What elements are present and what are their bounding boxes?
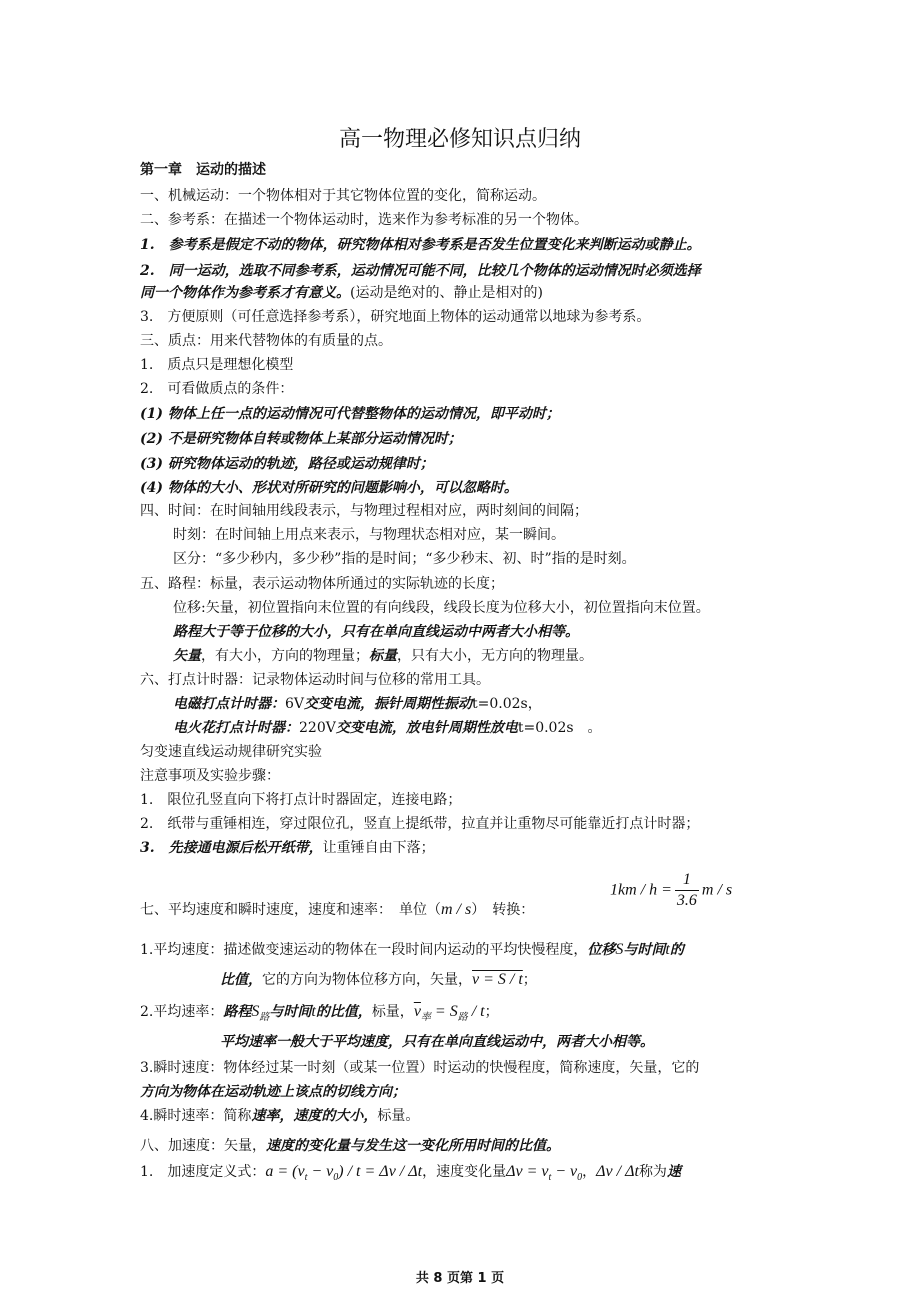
average-speed-note: 平均速率一般大于平均速度，只有在单向直线运动中，两者大小相等。: [220, 1034, 654, 1050]
average-velocity-formula: v = S / t: [472, 971, 523, 988]
chapter-heading: 第一章 运动的描述: [140, 162, 266, 178]
reference-point-2: 2. 同一运动，选取不同参考系，运动情况可能不同，比较几个物体的运动情况时必须选择: [140, 263, 701, 279]
average-speed-label: 2.平均速率：: [140, 1004, 224, 1020]
average-velocity-desc: 1.平均速度：描述做变速运动的物体在一段时间内运动的平均快慢程度，: [140, 942, 588, 958]
spark-label: 电火花打点计时器：: [173, 720, 299, 736]
displacement-term: 位移: [587, 942, 616, 958]
spark-timer: [173, 718, 823, 738]
average-velocity-cont: [220, 970, 870, 990]
electromagnetic-voltage: 6V: [285, 696, 305, 712]
fraction-numerator: 1: [675, 870, 699, 891]
reference-point-2-note: (运动是绝对的、静止是相对的): [350, 285, 543, 301]
electromagnetic-label: 电磁打点计时器：: [173, 696, 285, 712]
acc-a: a = (v: [265, 1163, 305, 1180]
spark-period: t=0.02s 。: [517, 720, 602, 736]
path-term: 路程: [223, 1004, 252, 1020]
section-particle: 三、质点：用来代替物体的有质量的点。: [140, 333, 392, 349]
formula-end-2: ；: [484, 1004, 499, 1020]
conversion-formula: [610, 870, 790, 911]
average-speed-formula: [413, 1003, 485, 1024]
section-acceleration: [140, 1136, 790, 1156]
vector-scalar: [173, 646, 823, 666]
electromagnetic-desc: 交变电流，振针周期性振动: [304, 696, 473, 712]
distance-vs-displacement: 路程大于等于位移的大小，只有在单向直线运动中两者大小相等。: [173, 624, 579, 640]
dv-vt-sub: t: [548, 1172, 552, 1184]
particle-condition-3: (3) 研究物体运动的轨迹，路径或运动规律时；: [140, 456, 434, 472]
average-speed: [140, 1002, 790, 1028]
symbol-s-path-letter: S: [251, 1003, 260, 1020]
ratio-term: 比值，: [220, 972, 262, 988]
scalar-term: 标量: [369, 648, 397, 664]
experiment-step-3-rest: 让重锤自由下落；: [322, 840, 435, 856]
velocity-change-label: ，速度变化量: [422, 1164, 507, 1180]
acceleration-definition: 速度的变化量与发生这一变化所用时间的比值。: [266, 1138, 560, 1154]
particle-condition-2: (2) 不是研究物体自转或物体上某部分运动情况时；: [140, 431, 462, 447]
page-footer: 共 8 页第 1 页: [415, 1271, 505, 1286]
instant-speed-label: 4.瞬时速率：简称: [140, 1108, 252, 1124]
section-distance: 五、路程：标量，表示运动物体所通过的实际轨迹的长度；: [140, 576, 504, 592]
time-distinction: 区分：“多少秒内，多少秒”指的是时间；“多少秒末、初、时”指的是时刻。: [173, 551, 636, 567]
experiment-title: 匀变速直线运动规律研究实验: [140, 744, 322, 760]
acceleration-formula: [265, 1163, 423, 1184]
rate-symbol: Δv / Δt: [596, 1163, 639, 1180]
acceleration-heading: 八、加速度：矢量，: [140, 1138, 266, 1154]
symbol-t-2: t: [311, 1003, 316, 1020]
v-bar-sub: 率: [420, 1012, 431, 1024]
section-timer: 六、打点计时器：记录物体运动时间与位移的常用工具。: [140, 672, 490, 688]
symbol-s-path: [251, 1003, 270, 1024]
spark-desc: 交变电流，放电针周期性放电: [335, 720, 518, 736]
conversion-fraction: [675, 870, 699, 911]
displacement-definition: 位移:矢量，初位置指向末位置的有向线段，线段长度为位移大小，初位置指向末位置。: [173, 600, 710, 616]
section-time: 四、时间：在时间轴用线段表示，与物理过程相对应，两时刻间的间隔；: [140, 503, 588, 519]
reference-point-1: 1. 参考系是假定不动的物体，研究物体相对参考系是否发生位置变化来判断运动或静止。: [140, 237, 701, 253]
average-velocity: [140, 940, 790, 960]
particle-point-1: 1. 质点只是理想化模型: [140, 357, 294, 373]
over-t: / t: [471, 1003, 485, 1020]
unit-formula: m / s: [441, 901, 472, 918]
formula-end: ；: [522, 972, 537, 988]
particle-condition-4: (4) 物体的大小、形状对所研究的问题影响小，可以忽略时。: [140, 480, 518, 496]
and-time-term-2: 与时间: [269, 1004, 312, 1020]
reference-point-2-emphasis: 同一个物体作为参考系才有意义。: [140, 285, 350, 301]
experiment-steps-heading: 注意事项及实验步骤：: [140, 768, 280, 784]
electromagnetic-period: t=0.02s，: [472, 696, 542, 712]
instant-velocity: 3.瞬时速度：物体经过某一时刻（或某一位置）时运动的快慢程度，简称速度，矢量，它的: [140, 1060, 700, 1076]
called-emphasis: 速: [666, 1164, 681, 1180]
velocity-heading: 七、平均速度和瞬时速度，速度和速率： 单位（: [140, 902, 441, 918]
scalar-desc: ，只有大小，无方向的物理量。: [397, 648, 593, 664]
dv-v0-sub: 0: [577, 1172, 583, 1184]
conversion-left: 1km / h =: [610, 881, 672, 899]
reference-point-3: 3. 方便原则（可任意选择参考系），研究地面上物体的运动通常以地球为参考系。: [140, 309, 651, 325]
instant-velocity-direction: 方向为物体在运动轨迹上该点的切线方向；: [140, 1084, 406, 1100]
instant-speed-emphasis: 速率，速度的大小，: [251, 1108, 378, 1124]
conversion-right: m / s: [701, 881, 733, 899]
reference-point-2-cont: [140, 283, 790, 303]
called-label: 称为: [638, 1164, 667, 1180]
and-time-term: 与时间: [623, 942, 666, 958]
v-bar: $\overline{v}$: [413, 1003, 421, 1020]
symbol-s-path-sub: 路: [259, 1012, 270, 1024]
particle-point-2: 2. 可看做质点的条件：: [140, 381, 294, 397]
s-path-eq-sub: 路: [457, 1012, 468, 1024]
experiment-step-3: [140, 838, 790, 858]
acceleration-formula-line: [140, 1162, 790, 1188]
section-reference-frame: 二、参考系：在描述一个物体运动时，选来作为参考标准的另一个物体。: [140, 212, 588, 228]
acc-v0-sub: 0: [333, 1172, 339, 1184]
symbol-s: S: [615, 941, 624, 958]
instant-speed-scalar: 标量。: [377, 1108, 420, 1124]
direction-desc: 它的方向为物体位移方向，: [262, 972, 430, 988]
dv-eq: Δv = v: [506, 1163, 549, 1180]
comma: ，: [582, 1164, 597, 1180]
acceleration-formula-label: 1. 加速度定义式：: [140, 1164, 266, 1180]
scalar-label: 标量，: [371, 1004, 414, 1020]
of-term: 的: [669, 942, 684, 958]
conversion-label: ） 转换：: [471, 902, 535, 918]
vector-desc: ，有大小，方向的物理量；: [201, 648, 369, 664]
acc-minus-v: − v: [311, 1163, 334, 1180]
section-mechanical-motion: 一、机械运动：一个物体相对于其它物体位置的变化，简称运动。: [140, 188, 546, 204]
fraction-denominator: 3.6: [676, 892, 697, 909]
particle-condition-1: (1) 物体上任一点的运动情况可代替整物体的运动情况，即平动时；: [140, 406, 560, 422]
ratio-term-2: 的比值，: [315, 1004, 372, 1020]
experiment-step-2: 2. 纸带与重锤相连，穿过限位孔，竖直上提纸带，拉直并让重物尽可能靠近打点计时器；: [140, 816, 700, 832]
vector-term: 矢量: [173, 648, 201, 664]
experiment-step-3-emphasis: 3. 先接通电源后松开纸带，: [140, 840, 323, 856]
experiment-step-1: 1. 限位孔竖直向下将打点计时器固定，连接电路；: [140, 792, 462, 808]
acc-rest: ) / t = Δv / Δt: [338, 1163, 423, 1180]
s-path-eq: = S: [434, 1003, 458, 1020]
acc-vt-sub: t: [304, 1172, 308, 1184]
time-moment: 时刻：在时间轴上用点来表示，与物理状态相对应，某一瞬间。: [173, 527, 565, 543]
page-title: 高一物理必修知识点归纳: [338, 127, 581, 152]
spark-voltage: 220V: [299, 720, 336, 736]
electromagnetic-timer: [173, 694, 823, 714]
velocity-change-formula: [506, 1163, 583, 1184]
vector-label: 矢量，: [430, 972, 472, 988]
dv-minus: − v: [555, 1163, 578, 1180]
symbol-t: t: [665, 941, 670, 958]
instant-speed: [140, 1106, 790, 1126]
